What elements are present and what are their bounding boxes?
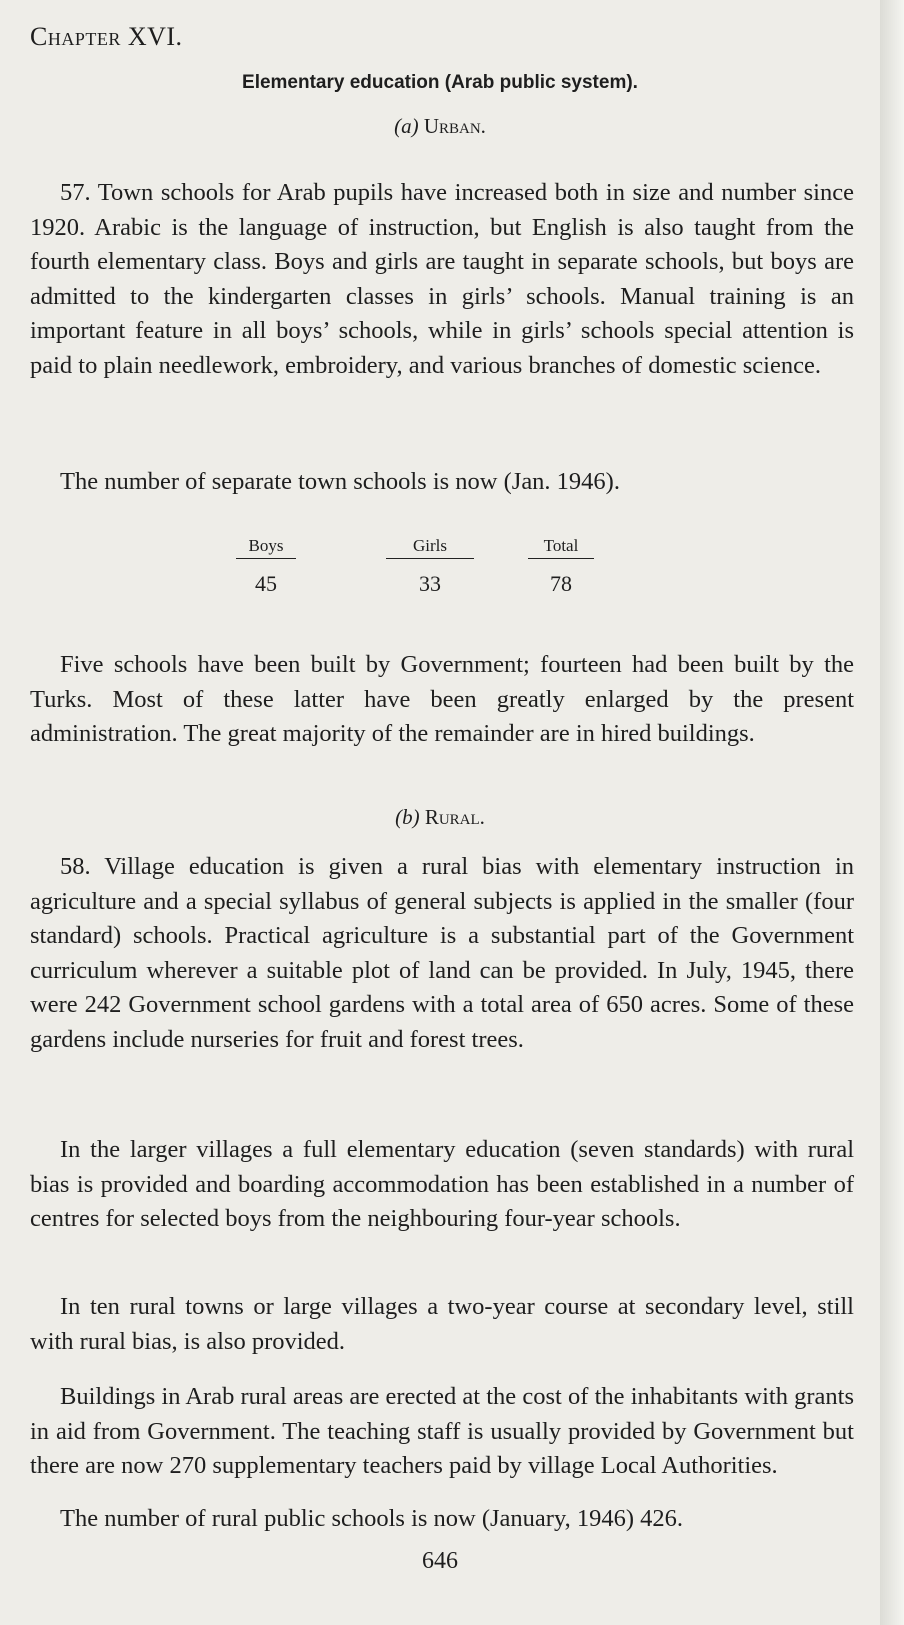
subheading-urban (0, 114, 880, 139)
paragraph-rural-buildings: Buildings in Arab rural areas are erected at the cost of the inhabitants with grants in aid from Government. The teaching staff is usually provided by Government but there are now 270 supplementary teachers paid by village Local Authorities. (30, 1383, 854, 1480)
table-row (236, 559, 594, 599)
paragraph-rural-count: The number of rural public schools is now (January, 1946) 426. (60, 1505, 684, 1532)
header-total: Total (528, 536, 594, 559)
header-boys: Boys (236, 536, 296, 559)
school-count-table (236, 536, 594, 598)
subheading-rural-label: (b) (395, 805, 420, 829)
paragraph-town-count: The number of separate town schools is now (Jan. 1946). (60, 468, 620, 495)
paragraph-buildings-urban: Five schools have been built by Government; fourteen had been built by the Turks. Most of these latter have been greatly enlarged by the present administration. The great majority of the remainder are in hired buildings. (30, 651, 854, 748)
page-edge (880, 0, 904, 1625)
subheading-urban-title: Urban. (423, 114, 486, 138)
header-girls: Girls (386, 536, 474, 559)
subheading-rural (0, 805, 880, 830)
chapter-heading: Chapter XVI. (30, 22, 183, 51)
value-total: 78 (550, 571, 572, 596)
value-girls: 33 (419, 571, 441, 596)
paragraph-rural-towns: In ten rural towns or large villages a two-year course at secondary level, still with rural bias, is also provided. (30, 1293, 854, 1355)
table-header-row (236, 536, 594, 559)
subheading-urban-label: (a) (394, 114, 419, 138)
paragraph-58: 58. Village education is given a rural bias with elementary instruction in agriculture and a special syllabus of general subjects is applied in the smaller (four standard) schools. Practical agriculture is a substantial part of the Government curriculum wherever a suitable plot of land can be provided. In July, 1945, there were 242 Government school gardens with a total area of 650 acres. Some of these gardens include nurseries for fruit and forest trees. (30, 853, 854, 1053)
subheading-rural-title: Rural. (424, 805, 485, 829)
paragraph-57: 57. Town schools for Arab pupils have increased both in size and number since 1920. Arabic is the language of instruction, but English is also taught from the fourth elementary class. Boys and girls are taught in separate schools, but boys are admitted to the kindergarten classes in girls’ schools. Manual training is an important feature in all boys’ schools, while in girls’ schools special attention is paid to plain needlework, embroidery, and various branches of domestic science. (30, 179, 854, 379)
section-heading: Elementary education (Arab public system). (242, 72, 638, 93)
page-number: 646 (422, 1548, 458, 1574)
value-boys: 45 (255, 571, 277, 596)
paragraph-larger-villages: In the larger villages a full elementary education (seven standards) with rural bias is provided and boarding accommodation has been established in a number of centres for selected boys from the neighbouring four-year schools. (30, 1136, 854, 1233)
